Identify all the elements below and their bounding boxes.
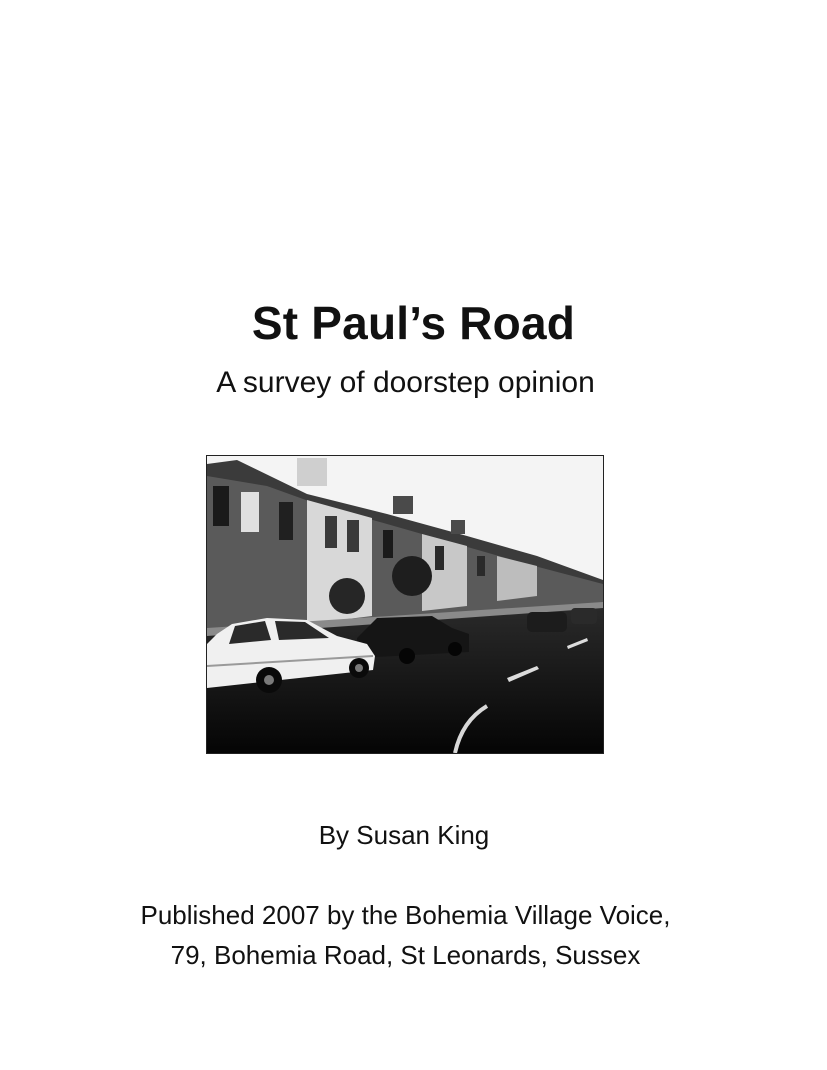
publisher-line-2: 79, Bohemia Road, St Leonards, Sussex <box>170 940 641 970</box>
cover-title: St Paul’s Road <box>251 297 576 349</box>
publisher-line-1: Published 2007 by the Bohemia Village Voice, <box>140 900 671 930</box>
street-photo <box>206 455 604 754</box>
cover-subtitle: A survey of doorstep opinion <box>216 366 595 399</box>
author-line: By Susan King <box>318 820 490 850</box>
